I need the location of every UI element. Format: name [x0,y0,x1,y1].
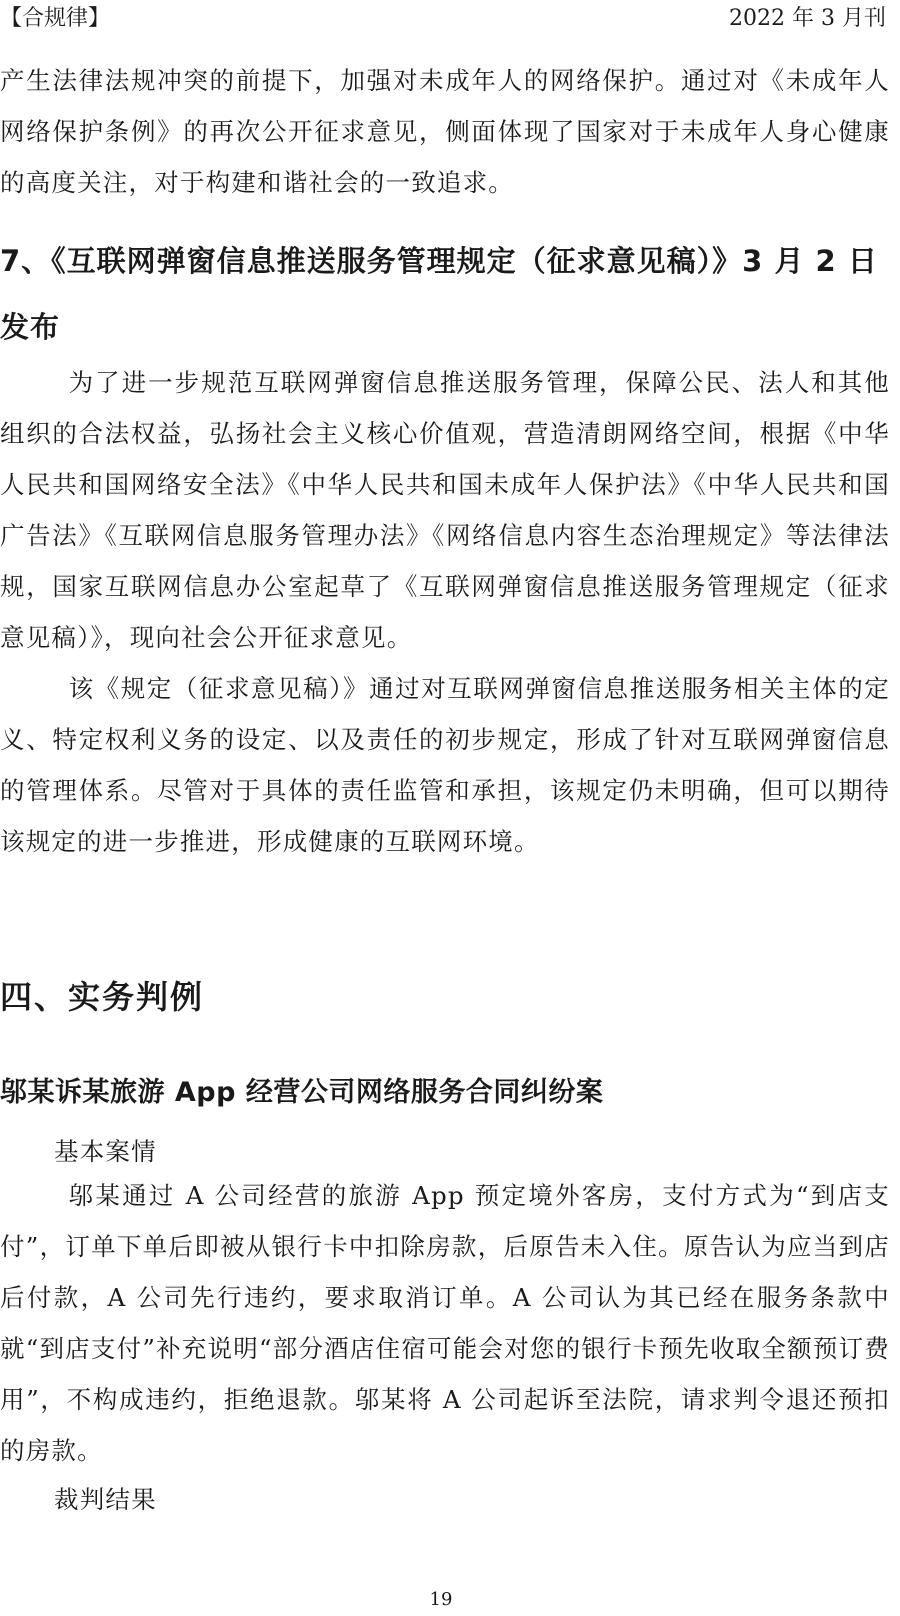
item-7-heading: 7、《互联网弹窗信息推送服务管理规定（征求意见稿）》3 月 2 日发布 [0,244,878,344]
case-title: 邬某诉某旅游 App 经营公司网络服务合同纠纷案 [0,1077,604,1108]
section-heading: 四、实务判例 [0,978,205,1016]
page-header [0,4,886,34]
item-7-paragraph-2: 该《规定（征求意见稿）》通过对互联网弹窗信息推送服务相关主体的定义、特定权利义务的设定、以及责任的初步规定，形成了针对互联网弹窗信息的管理体系。尽管对于具体的责任监管和承担，该规定仍未明确，但可以期待该规定的进一步推进，形成健康的互联网环境。 [0,674,890,856]
basic-facts-paragraph: 邬某通过 A 公司经营的旅游 App 预定境外客房，支付方式为“到店支付”，订单下单后即被从银行卡中扣除房款，后原告未入住。原告认为应当到店后付款，A 公司先行违约，要求取消订单。A 公司认为其已经在服务条款中就“到店支付”补充说明“部分酒店住宿可能会对您的银行卡预先收取全额预订费用”，不构成违约，拒绝退款。邬某将 A 公司起诉至法院，请求判令退还预扣的房款。 [0,1181,890,1465]
publication-name: 【合规律】 [0,6,111,31]
basic-facts-label: 基本案情 [54,1137,157,1166]
issue-date: 2022 年 3 月刊 [729,6,886,31]
continuation-paragraph: 产生法律法规冲突的前提下，加强对未成年人的网络保护。通过对《未成年人网络保护条例》的再次公开征求意见，侧面体现了国家对于未成年人身心健康的高度关注，对于构建和谐社会的一致追求。 [0,66,890,197]
judgment-label: 裁判结果 [54,1485,157,1514]
page-number: 19 [429,1589,453,1610]
item-7-paragraph-1: 为了进一步规范互联网弹窗信息推送服务管理，保障公民、法人和其他组织的合法权益，弘扬社会主义核心价值观，营造清朗网络空间，根据《中华人民共和国网络安全法》《中华人民共和国未成年人保护法》《中华人民共和国广告法》《互联网信息服务管理办法》《网络信息内容生态治理规定》等法律法规，国家互联网信息办公室起草了《互联网弹窗信息推送服务管理规定（征求意见稿）》，现向社会公开征求意见。 [0,368,890,652]
